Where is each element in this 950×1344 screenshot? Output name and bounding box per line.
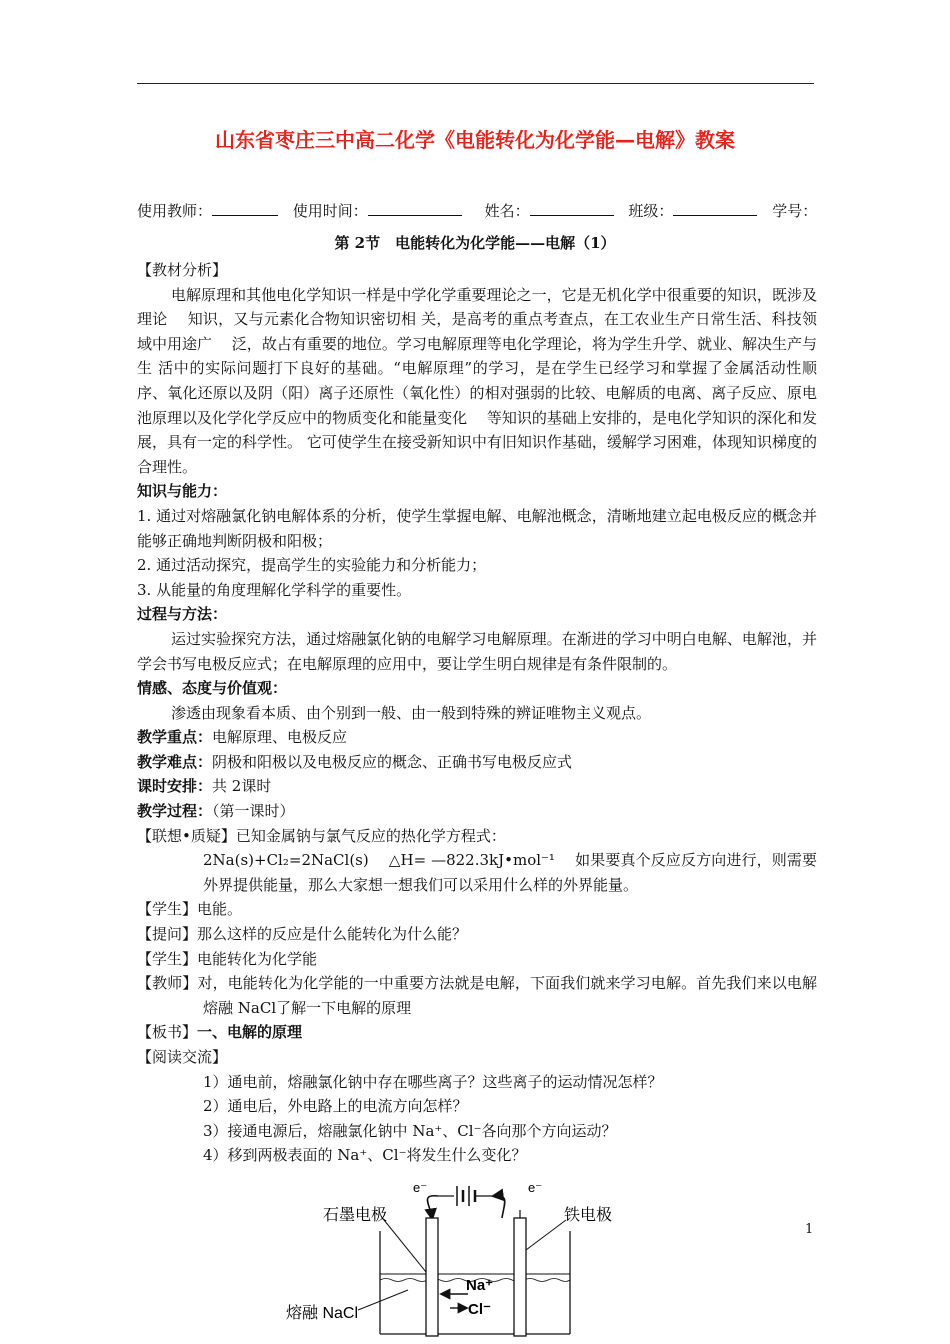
- info-line: [137, 200, 817, 221]
- process-note: （第一课时）: [212, 802, 295, 821]
- section-title: 第 2节 电能转化为化学能——电解（1）: [334, 234, 616, 252]
- dialog-line: [137, 971, 817, 1020]
- molten-nacl-label: 熔融 NaCl: [286, 1305, 359, 1322]
- time-blank: [368, 201, 462, 216]
- question-item: 4）移到两极表面的 Na⁺、Cl⁻将发生什么变化？: [203, 1146, 527, 1165]
- graphite-electrode: [426, 1218, 438, 1336]
- process-label: 教学过程：: [137, 802, 213, 821]
- dialog-line: [137, 897, 817, 922]
- iron-pointer: [526, 1220, 566, 1250]
- dialog-tag: 【教师】: [137, 974, 198, 993]
- difficulty-text: 阴极和阳极以及电极反应的概念、正确书写电极反应式: [212, 752, 573, 771]
- sodium-ion-label: Na⁺: [466, 1277, 494, 1294]
- right-wire-arrow: [494, 1196, 505, 1218]
- left-wire-arrow: [427, 1196, 438, 1218]
- time-label: 使用时间：: [292, 202, 368, 220]
- hours-text: 共 2课时: [212, 777, 272, 796]
- dialog-text: 电能。: [197, 900, 243, 919]
- page-title: 山东省枣庄三中高二化学《电能转化为化学能—电解》教案: [215, 128, 735, 152]
- equation-paragraph: [137, 848, 817, 897]
- iron-electrode: [514, 1218, 526, 1336]
- reading-heading: 【阅读交流】: [137, 1048, 228, 1066]
- difficulty-label: 教学难点：: [137, 752, 213, 771]
- lesson-body: [137, 258, 817, 1168]
- electrolysis-diagram: [270, 1176, 630, 1344]
- emotion-heading: 情感、态度与价值观：: [137, 679, 288, 698]
- difficulty: [137, 750, 817, 775]
- dialog-text: 对，电能转化为化学能的一中重要方法就是电解，下面我们就来学习电解。首先我们来以电解熔融 NaCl了解一下电解的原理: [197, 974, 817, 1017]
- electron-label-right: e⁻: [528, 1180, 543, 1195]
- emotion-text: 渗透由现象看本质、由个别到一般、由一般到特殊的辨证唯物主义观点。: [171, 703, 652, 722]
- number-label: 学号：: [772, 202, 818, 220]
- knowledge-heading: 知识与能力：: [137, 482, 228, 501]
- process-text: 运过实验探究方法，通过熔融氯化钠的电解学习电解原理。在渐进的学习中明白电解、电解池，并学会书写电极反应式；在电解原理的应用中，要让学生明白规律是有条件限制的。: [137, 629, 817, 673]
- board-tag: 【板书】: [137, 1023, 198, 1042]
- knowledge-item: 3. 从能量的角度理解化学科学的重要性。: [137, 580, 412, 599]
- electron-label-left: e⁻: [413, 1180, 428, 1195]
- association: [137, 824, 817, 849]
- association-tag: 【联想•质疑】: [137, 826, 236, 845]
- dialog-text: 电能转化为化学能: [197, 949, 318, 968]
- teacher-label: 使用教师：: [137, 202, 213, 220]
- board-text: 一、电解的原理: [197, 1023, 303, 1042]
- name-label: 姓名：: [484, 202, 530, 220]
- graphite-label: 石墨电极: [323, 1207, 388, 1224]
- hours: [137, 774, 817, 799]
- knowledge-item: 2. 通过活动探究，提高学生的实验能力和分析能力；: [137, 556, 487, 575]
- question-item: 2）通电后，外电路上的电流方向怎样？: [203, 1097, 468, 1116]
- analysis-text: 电解原理和其他电化学知识一样是中学化学重要理论之一，它是无机化学中很重要的知识，既涉及理论 知识，又与元素化合物知识密切相 关，是高考的重点考查点，在工农业生产日常生活、科技领域中用途广 泛，故占有重要的地位。学习电解原理等电化学理论，将为学生升学、就业、解决生产与生 活中的实际问题打下良好的基础。“电解原理”的学习，是在学生已经学习和掌握了金属活动性顺序、氧化还原以及阴（阳）离子还原性（氧化性）的相对强弱的比较、电解质的电离、离子反应、原电池原理以及化学化学反应中的物质变化和能量变化 等知识的基础上安排的，是电化学知识的深化和发展，具有一定的科学性。 它可使学生在接受新知识中有旧知识作基础，缓解学习困难，体现知识梯度的合理性。: [137, 285, 817, 476]
- dialog-tag: 【学生】: [137, 900, 198, 919]
- key-text: 电解原理、电极反应: [212, 728, 348, 747]
- page-number: 1: [805, 1222, 814, 1237]
- teaching-process: [137, 799, 817, 824]
- dialog-tag: 【学生】: [137, 949, 198, 968]
- teacher-blank: [212, 201, 278, 216]
- name-blank: [530, 201, 614, 216]
- equation-follow: 如果要真个反应反方向进行，则需要外界提供能量，那么大家想一想我们可以采用什么样的外界能量。: [203, 851, 817, 894]
- board-line: [137, 1020, 817, 1045]
- molten-pointer: [358, 1290, 408, 1310]
- question-item: 3）接通电源后，熔融氯化钠中 Na⁺、Cl⁻各向那个方向运动？: [203, 1121, 617, 1140]
- iron-label: 铁电极: [564, 1207, 613, 1224]
- knowledge-item: 1. 通过对熔融氯化钠电解体系的分析，使学生掌握电解、电解池概念，清晰地建立起电极反应的概念并能够正确地判断阴极和阳极；: [137, 506, 817, 550]
- graphite-pointer: [384, 1220, 426, 1272]
- dialog-line: [137, 947, 817, 972]
- dialog-tag: 【提问】: [137, 925, 198, 944]
- dialog-line: [137, 922, 817, 947]
- thermo-equation: 2Na(s)+Cl₂=2NaCl(s) △H= —822.3kJ•mol⁻¹: [203, 851, 555, 870]
- association-text: 已知金属钠与氯气反应的热化学方程式：: [235, 826, 506, 845]
- key-points: [137, 725, 817, 750]
- class-label: 班级：: [628, 202, 674, 220]
- chloride-ion-label: Cl⁻: [468, 1301, 491, 1318]
- process-heading: 过程与方法：: [137, 605, 228, 624]
- question-item: 1）通电前，熔融氯化钠中存在哪些离子？这些离子的运动情况怎样？: [203, 1072, 663, 1091]
- analysis-heading: 【教材分析】: [137, 261, 228, 279]
- header-rule: [137, 83, 814, 84]
- class-blank: [673, 201, 757, 216]
- hours-label: 课时安排：: [137, 777, 213, 796]
- dialog-text: 那么这样的反应是什么能转化为什么能？: [197, 925, 468, 944]
- key-label: 教学重点：: [137, 728, 213, 747]
